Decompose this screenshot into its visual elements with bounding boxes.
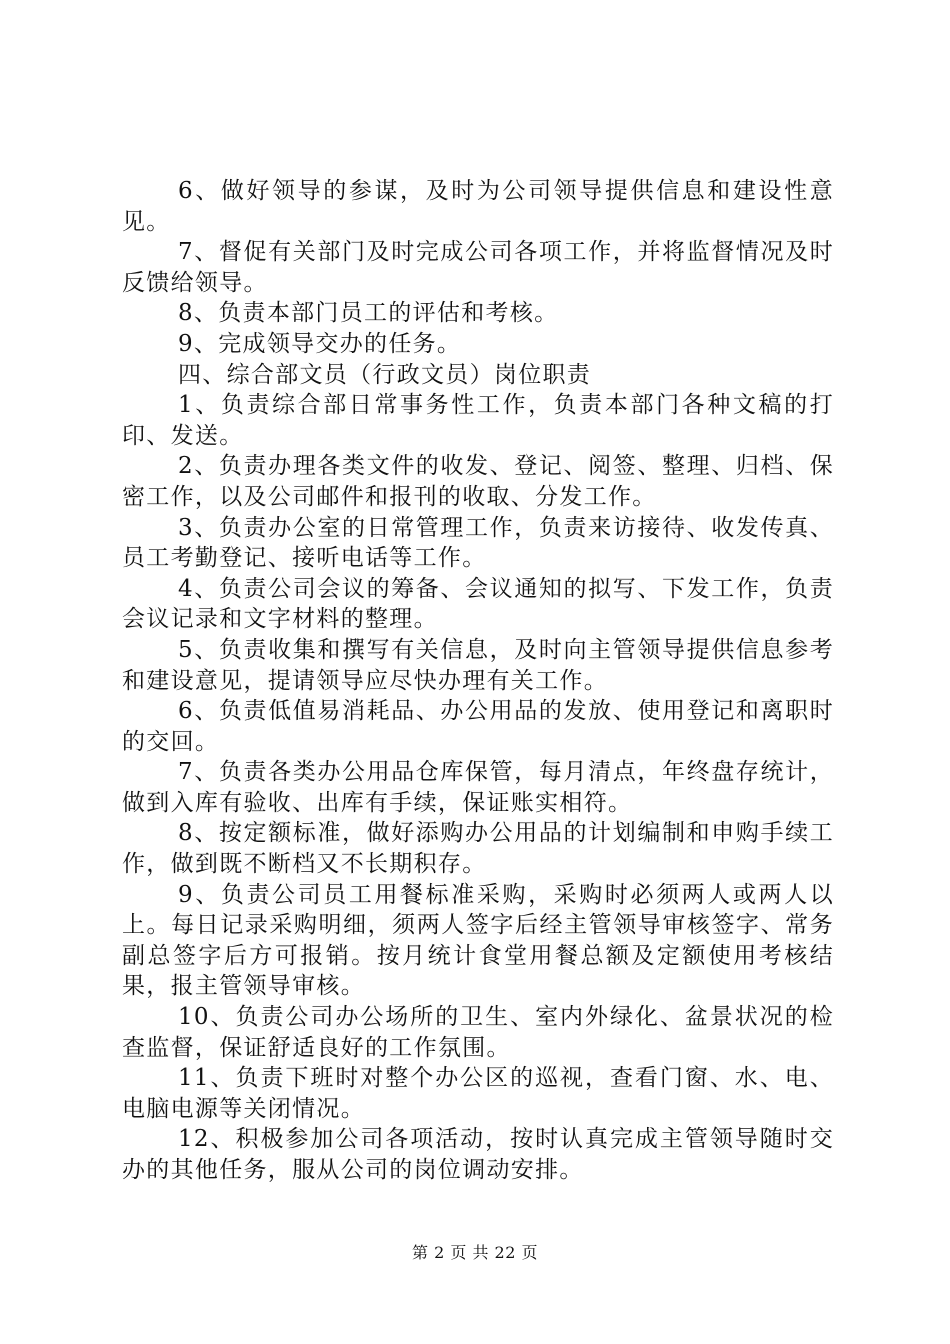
paragraph-clerk-duty-6: 6、负责低值易消耗品、办公用品的发放、使用登记和离职时的交回。	[122, 698, 834, 755]
paragraph-clerk-duty-11: 11、负责下班时对整个办公区的巡视，查看门窗、水、电、电脑电源等关闭情况。	[122, 1065, 834, 1122]
paragraph-duty-7: 7、督促有关部门及时完成公司各项工作，并将监督情况及时反馈给领导。	[122, 239, 834, 296]
document-body	[122, 176, 834, 1186]
paragraph-clerk-duty-2: 2、负责办理各类文件的收发、登记、阅签、整理、归档、保密工作，以及公司邮件和报刊的收取、分发工作。	[122, 453, 834, 510]
paragraph-clerk-duty-9: 9、负责公司员工用餐标准采购，采购时必须两人或两人以上。每日记录采购明细，须两人签字后经主管领导审核签字、常务副总签字后方可报销。按月统计食堂用餐总额及定额使用考核结果，报主管领导审核。	[122, 881, 834, 1000]
paragraph-duty-6: 6、做好领导的参谋，及时为公司领导提供信息和建设性意见。	[122, 178, 834, 235]
paragraph-duty-8: 8、负责本部门员工的评估和考核。	[178, 300, 559, 327]
page-number: 第 2 页 共 22 页	[412, 1243, 538, 1262]
paragraph-clerk-duty-5: 5、负责收集和撰写有关信息，及时向主管领导提供信息参考和建设意见，提请领导应尽快办理有关工作。	[122, 636, 834, 694]
paragraph-clerk-duty-3: 3、负责办公室的日常管理工作，负责来访接待、收发传真、员工考勤登记、接听电话等工作。	[122, 514, 834, 572]
section-heading: 四、综合部文员（行政文员）岗位职责	[178, 361, 592, 388]
paragraph-clerk-duty-12: 12、积极参加公司各项活动，按时认真完成主管领导随时交办的其他任务，服从公司的岗位调动安排。	[122, 1126, 834, 1183]
paragraph-clerk-duty-10: 10、负责公司办公场所的卫生、室内外绿化、盆景状况的检查监督，保证舒适良好的工作氛围。	[122, 1004, 834, 1061]
paragraph-duty-9: 9、完成领导交办的任务。	[178, 330, 462, 357]
paragraph-clerk-duty-4: 4、负责公司会议的筹备、会议通知的拟写、下发工作，负责会议记录和文字材料的整理。	[122, 575, 834, 633]
paragraph-clerk-duty-8: 8、按定额标准，做好添购办公用品的计划编制和申购手续工作，做到既不断档又不长期积存。	[122, 820, 834, 878]
page-footer	[0, 1243, 950, 1263]
paragraph-clerk-duty-1: 1、负责综合部日常事务性工作，负责本部门各种文稿的打印、发送。	[122, 392, 834, 449]
paragraph-clerk-duty-7: 7、负责各类办公用品仓库保管，每月清点，年终盘存统计，做到入库有验收、出库有手续，保证账实相符。	[122, 759, 834, 816]
